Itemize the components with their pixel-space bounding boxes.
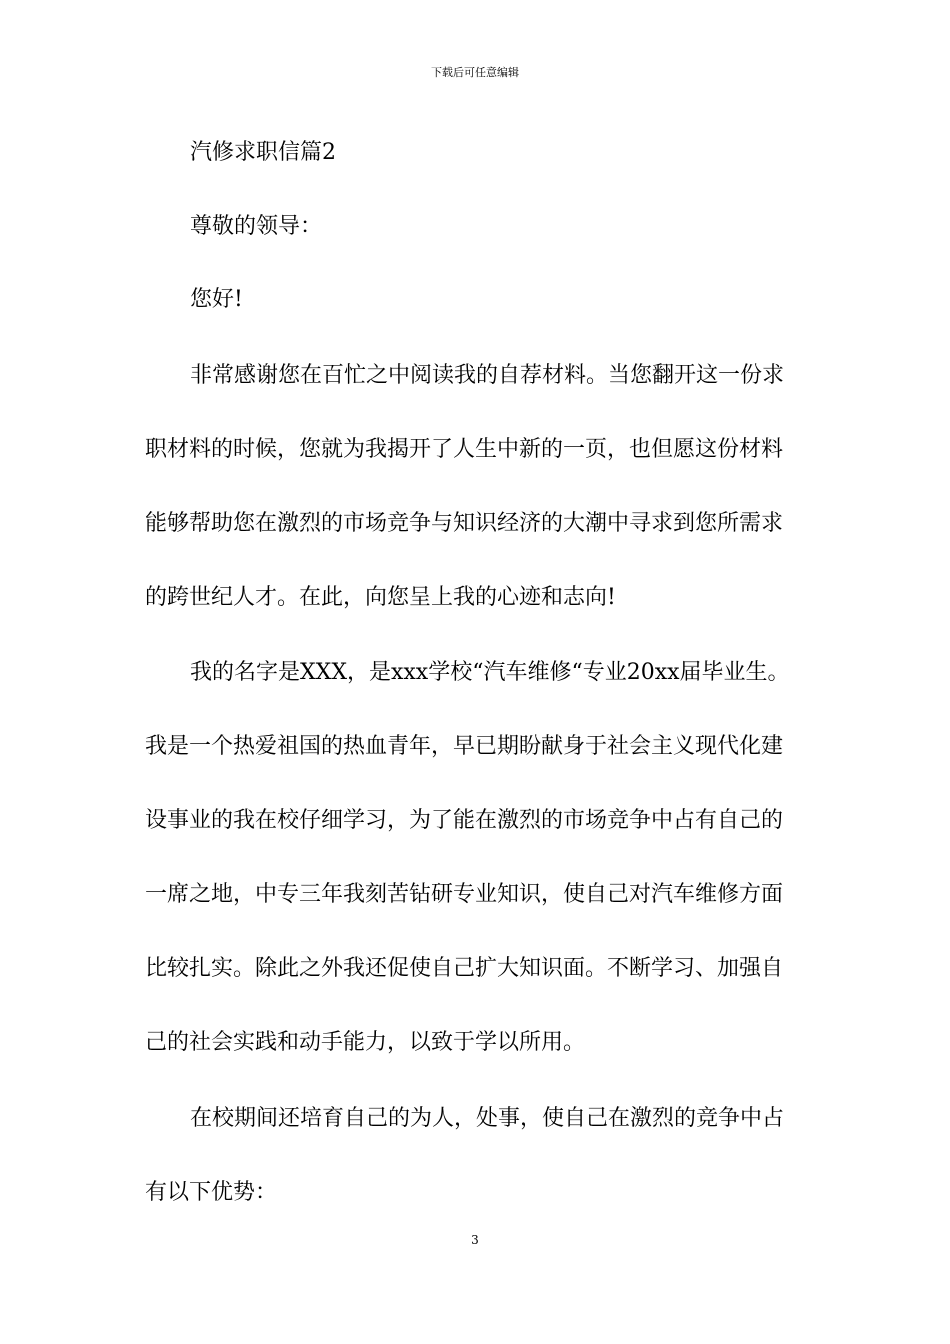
paragraph2-line: 我是一个热爱祖国的热血青年，早已期盼献身于社会主义现代化建 [145,734,784,759]
paragraph1-line: 能够帮助您在激烈的市场竞争与知识经济的大潮中寻求到您所需求 [145,511,784,536]
paragraph2-line: 一席之地，中专三年我刻苦钻研专业知识，使自己对汽车维修方面 [145,882,784,907]
paragraph2-line: 我的名字是XXX，是xxx学校“汽车维修“专业20xx届毕业生。 [190,660,790,685]
paragraph2-line: 己的社会实践和动手能力，以致于学以所用。 [145,1030,586,1055]
page-header: 下载后可任意编辑 [431,66,519,79]
paragraph1-line: 职材料的时候，您就为我揭开了人生中新的一页，也但愿这份材料 [145,437,784,462]
paragraph2-line: 比较扎实。除此之外我还促使自己扩大知识面。不断学习、加强自 [145,956,784,981]
paragraph1-line: 非常感谢您在百忙之中阅读我的自荐材料。当您翻开这一份求 [190,363,785,388]
paragraph3-line: 在校期间还培育自己的为人，处事，使自己在激烈的竞争中占 [190,1106,785,1131]
paragraph1-line: 的跨世纪人才。在此，向您呈上我的心迹和志向! [145,585,616,610]
document-title: 汽修求职信篇2 [190,140,336,165]
page-number: 3 [471,1233,479,1247]
salutation: 您好! [190,287,243,312]
paragraph2-line: 设事业的我在校仔细学习，为了能在激烈的市场竞争中占有自己的 [145,808,784,833]
greeting: 尊敬的领导： [190,214,323,239]
paragraph3-line: 有以下优势： [145,1180,278,1205]
